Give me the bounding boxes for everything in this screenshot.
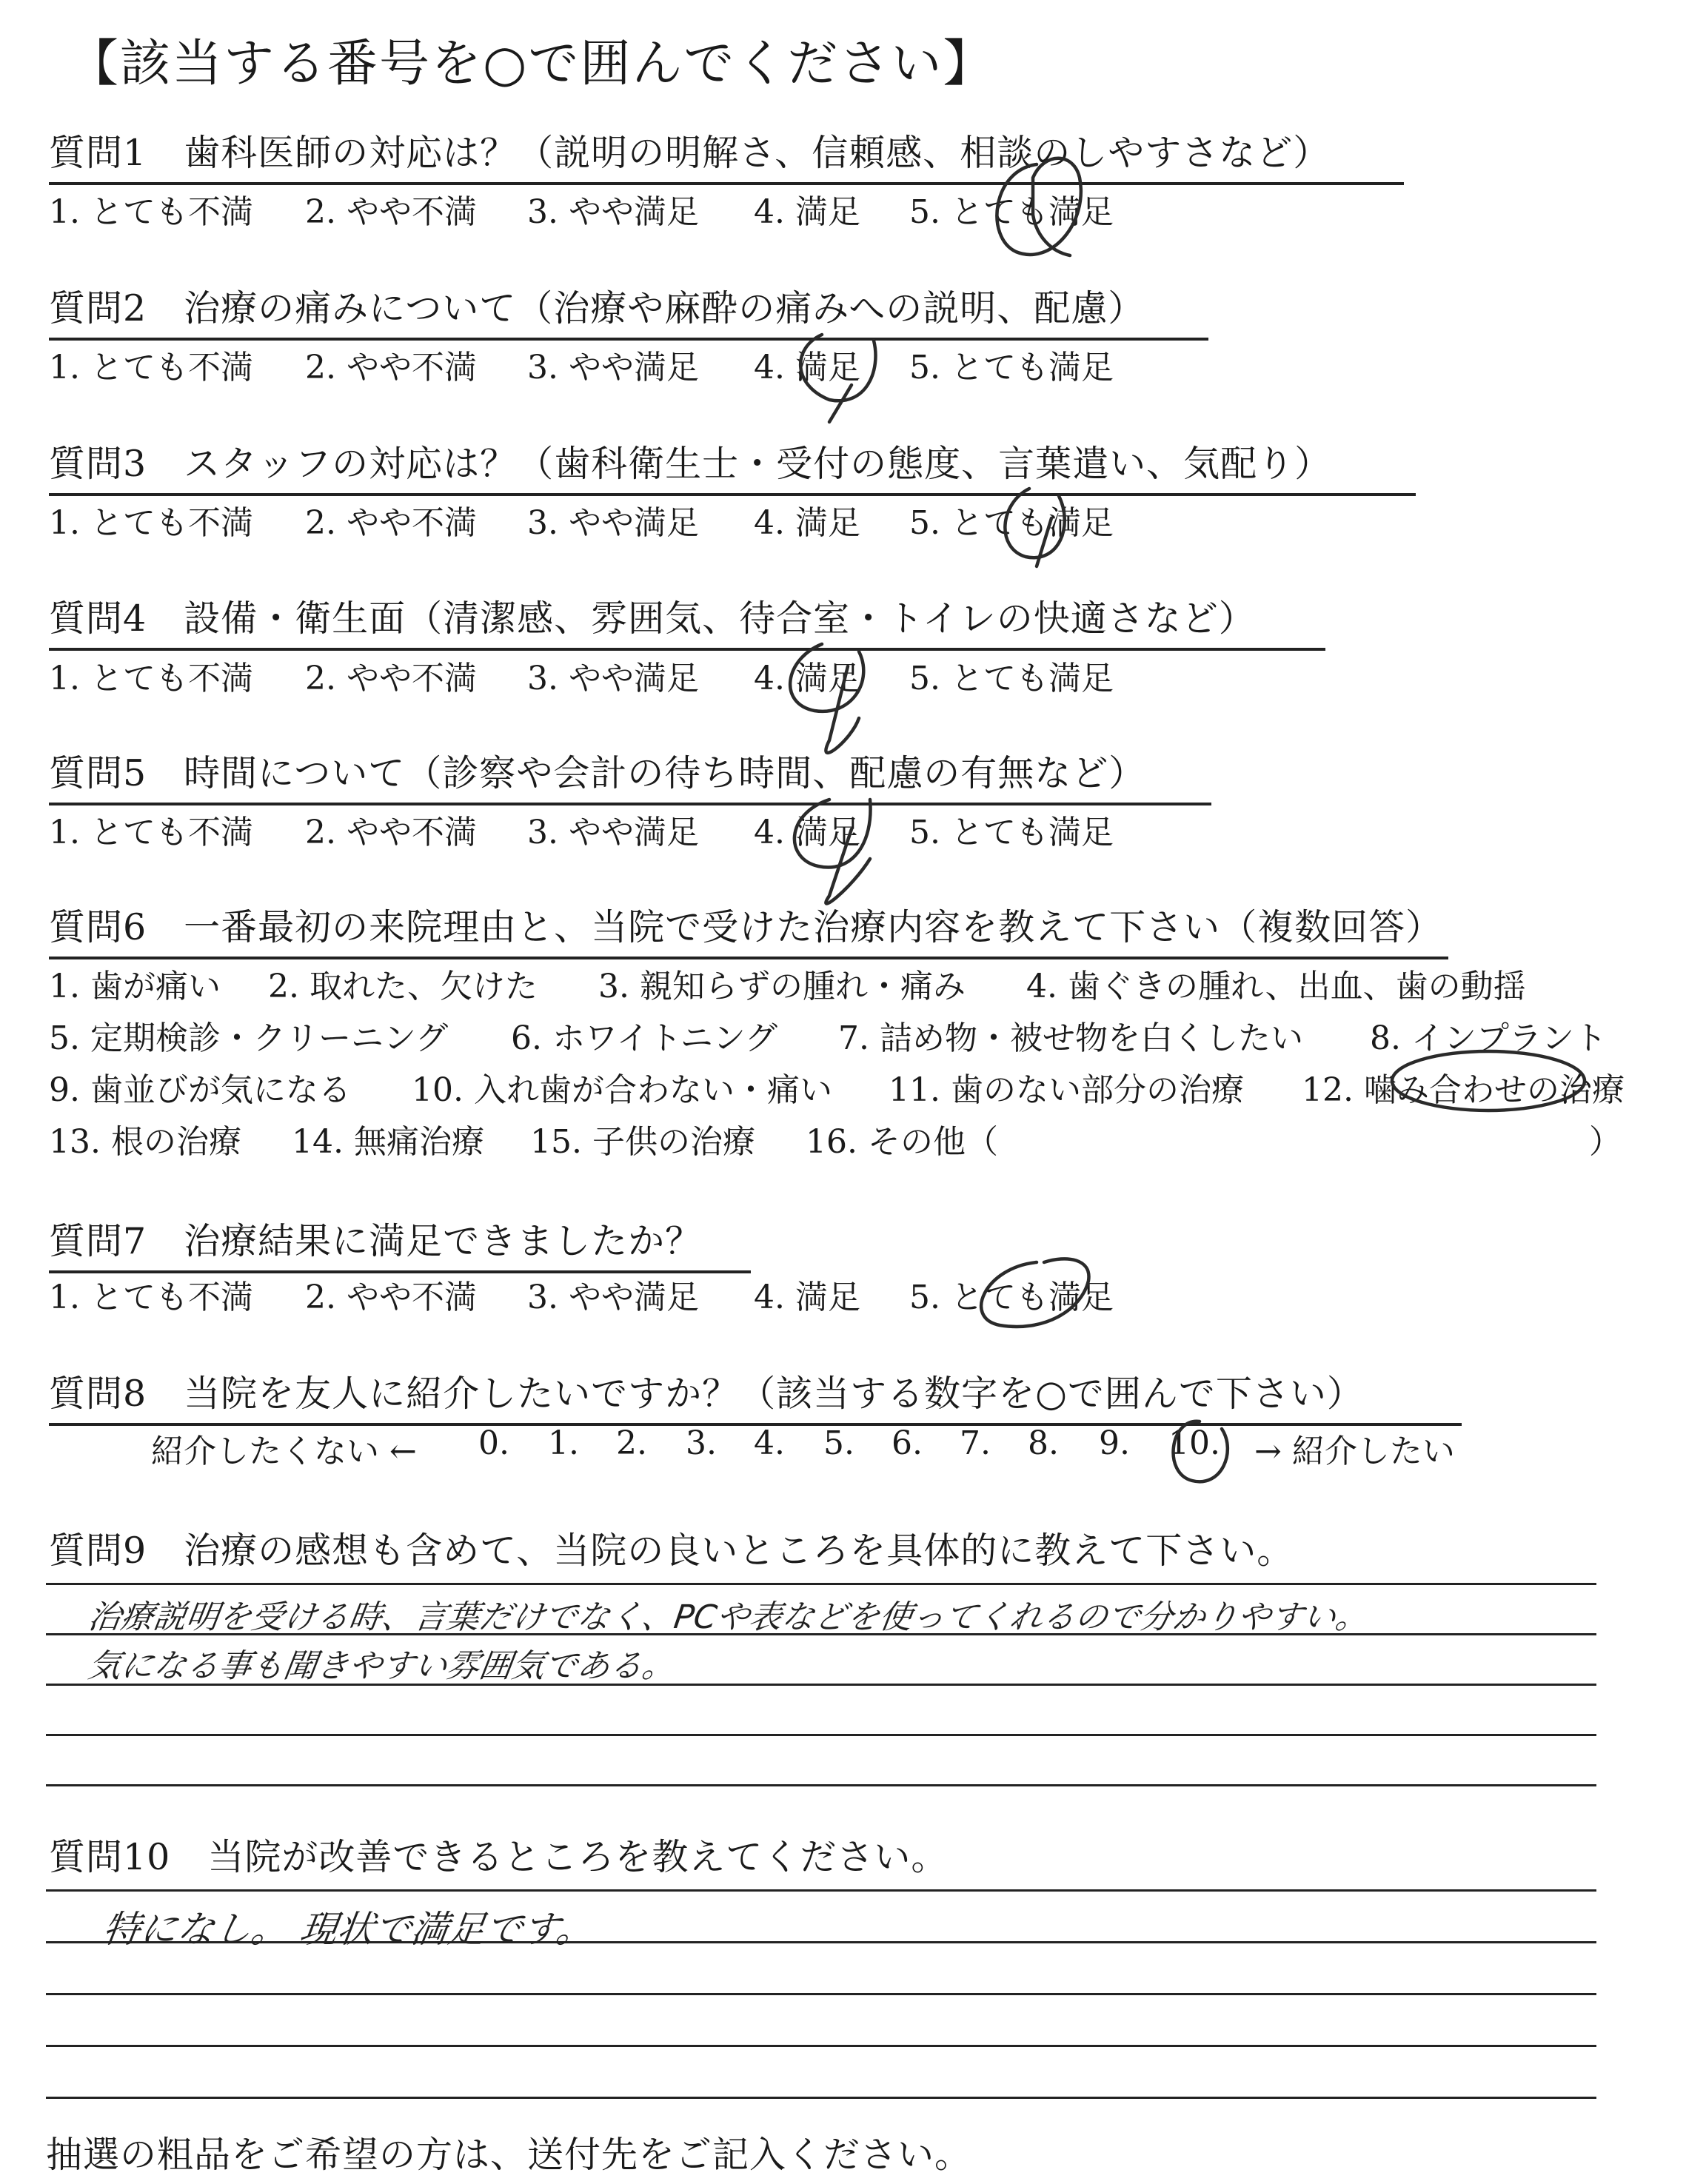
q7-option-5[interactable]: 5. とても満足: [909, 1279, 1114, 1316]
q6-option-16[interactable]: 16. その他（: [806, 1123, 998, 1161]
answer-line: [46, 1889, 1596, 1892]
q6-option-11[interactable]: 11. 歯のない部分の治療: [889, 1071, 1244, 1109]
q4-option-1[interactable]: 1. とても不満: [49, 660, 253, 697]
q5-option-4[interactable]: 4. 満足: [754, 814, 860, 851]
q6-option-6[interactable]: 6. ホワイトニング: [511, 1019, 778, 1057]
q4-option-3[interactable]: 3. やや満足: [527, 660, 699, 697]
answer-line: [46, 1784, 1596, 1786]
q3-option-1[interactable]: 1. とても不満: [49, 504, 253, 542]
q2-option-1[interactable]: 1. とても不満: [49, 349, 253, 386]
q6-option-10[interactable]: 10. 入れ歯が合わない・痛い: [412, 1071, 832, 1109]
q8-scale-0[interactable]: 0.: [478, 1424, 509, 1462]
q1-option-1[interactable]: 1. とても不満: [49, 193, 253, 231]
q6-option-1[interactable]: 1. 歯が痛い: [49, 968, 221, 1005]
question-6-title: 質問6 一番最初の来院理由と、当院で受けた治療内容を教えて下さい（複数回答）: [49, 899, 1448, 959]
q9-answer-line-1[interactable]: 治療説明を受ける時、言葉だけでなく、PCや表などを使ってくれるので分かりやすい。: [85, 1598, 1371, 1636]
q9-answer-line-2[interactable]: 気になる事も聞きやすい雰囲気である。: [85, 1647, 678, 1685]
q6-option-2[interactable]: 2. 取れた、欠けた: [268, 968, 538, 1005]
q8-scale-2[interactable]: 2.: [616, 1424, 647, 1462]
q5-option-3[interactable]: 3. やや満足: [527, 814, 699, 851]
q5-option-2[interactable]: 2. やや不満: [305, 814, 477, 851]
q7-option-4[interactable]: 4. 満足: [754, 1279, 860, 1316]
q8-scale-right-label: → 紹介したい: [1254, 1433, 1455, 1470]
q1-option-4[interactable]: 4. 満足: [754, 193, 860, 231]
q8-scale-10[interactable]: 10.: [1168, 1424, 1220, 1462]
q2-option-2[interactable]: 2. やや不満: [305, 349, 477, 386]
answer-line: [46, 1993, 1596, 1995]
q4-option-4[interactable]: 4. 満足: [754, 660, 860, 697]
q3-option-3[interactable]: 3. やや満足: [527, 504, 699, 542]
question-1-title: 質問1 歯科医師の対応は？（説明の明解さ、信頼感、相談のしやすさなど）: [49, 124, 1404, 185]
q4-option-2[interactable]: 2. やや不満: [305, 660, 477, 697]
question-7-title: 質問7 治療結果に満足できましたか？: [49, 1213, 751, 1273]
answer-line: [46, 1734, 1596, 1736]
q6-option-15[interactable]: 15. 子供の治療: [530, 1123, 755, 1161]
q8-scale-8[interactable]: 8.: [1028, 1424, 1059, 1462]
answer-line: [46, 2045, 1596, 2047]
q6-option-5[interactable]: 5. 定期検診・クリーニング: [49, 1019, 449, 1057]
q8-scale-6[interactable]: 6.: [892, 1424, 923, 1462]
question-2-title: 質問2 治療の痛みについて（治療や麻酔の痛みへの説明、配慮）: [49, 280, 1208, 341]
question-4-title: 質問4 設備・衛生面（清潔感、雰囲気、待合室・トイレの快適さなど）: [49, 590, 1325, 651]
q6-option-12[interactable]: 12. 噛み合わせの治療: [1302, 1071, 1625, 1109]
q7-option-2[interactable]: 2. やや不満: [305, 1279, 477, 1316]
q6-option-14[interactable]: 14. 無痛治療: [292, 1123, 484, 1161]
q8-scale-7[interactable]: 7.: [960, 1424, 991, 1462]
q6-option-8[interactable]: 8. インプラント: [1370, 1019, 1607, 1057]
q8-scale-5[interactable]: 5.: [823, 1424, 854, 1462]
q6-option-13[interactable]: 13. 根の治療: [49, 1123, 241, 1161]
q3-option-2[interactable]: 2. やや不満: [305, 504, 477, 542]
q7-option-3[interactable]: 3. やや満足: [527, 1279, 699, 1316]
q8-scale-1[interactable]: 1.: [548, 1424, 579, 1462]
q1-option-3[interactable]: 3. やや満足: [527, 193, 699, 231]
q5-option-1[interactable]: 1. とても不満: [49, 814, 253, 851]
question-8-title: 質問8 当院を友人に紹介したいですか？（該当する数字を○で囲んで下さい）: [49, 1365, 1462, 1426]
q6-option-4[interactable]: 4. 歯ぐきの腫れ、出血、歯の動揺: [1026, 968, 1526, 1005]
q4-option-5[interactable]: 5. とても満足: [909, 660, 1114, 697]
question-9-title: 質問9 治療の感想も含めて、当院の良いところを具体的に教えて下さい。: [49, 1530, 1294, 1572]
question-10-title: 質問10 当院が改善できるところを教えてください。: [49, 1836, 949, 1878]
q6-option-9[interactable]: 9. 歯並びが気になる: [49, 1071, 351, 1109]
question-5-title: 質問5 時間について（診察や会計の待ち時間、配慮の有無など）: [49, 745, 1211, 805]
q3-option-5[interactable]: 5. とても満足: [909, 504, 1114, 542]
q8-scale-3[interactable]: 3.: [686, 1424, 717, 1462]
q6-option-3[interactable]: 3. 親知らずの腫れ・痛み: [598, 968, 966, 1005]
q6-other-close-paren: ）: [1589, 1123, 1622, 1161]
q2-option-4[interactable]: 4. 満足: [754, 349, 860, 386]
answer-line: [46, 2097, 1596, 2099]
q2-option-3[interactable]: 3. やや満足: [527, 349, 699, 386]
q1-option-2[interactable]: 2. やや不満: [305, 193, 477, 231]
question-3-title: 質問3 スタッフの対応は？（歯科衛生士・受付の態度、言葉遣い、気配り）: [49, 435, 1416, 496]
q2-option-5[interactable]: 5. とても満足: [909, 349, 1114, 386]
q1-option-5[interactable]: 5. とても満足: [909, 193, 1114, 231]
answer-line: [46, 1583, 1596, 1585]
footer-note: 抽選の粗品をご希望の方は、送付先をご記入ください。: [46, 2134, 972, 2176]
page-title: 【該当する番号を○で囲んでください】: [68, 35, 995, 93]
q5-option-5[interactable]: 5. とても満足: [909, 814, 1114, 851]
q3-option-4[interactable]: 4. 満足: [754, 504, 860, 542]
q8-scale-4[interactable]: 4.: [754, 1424, 785, 1462]
q6-option-7[interactable]: 7. 詰め物・被せ物を白くしたい: [838, 1019, 1303, 1057]
q10-answer-line-1[interactable]: 特になし。 現状で満足です。: [100, 1908, 597, 1951]
q7-option-1[interactable]: 1. とても不満: [49, 1279, 253, 1316]
q8-scale-left-label: 紹介したくない ←: [151, 1433, 417, 1470]
q8-scale-9[interactable]: 9.: [1099, 1424, 1130, 1462]
